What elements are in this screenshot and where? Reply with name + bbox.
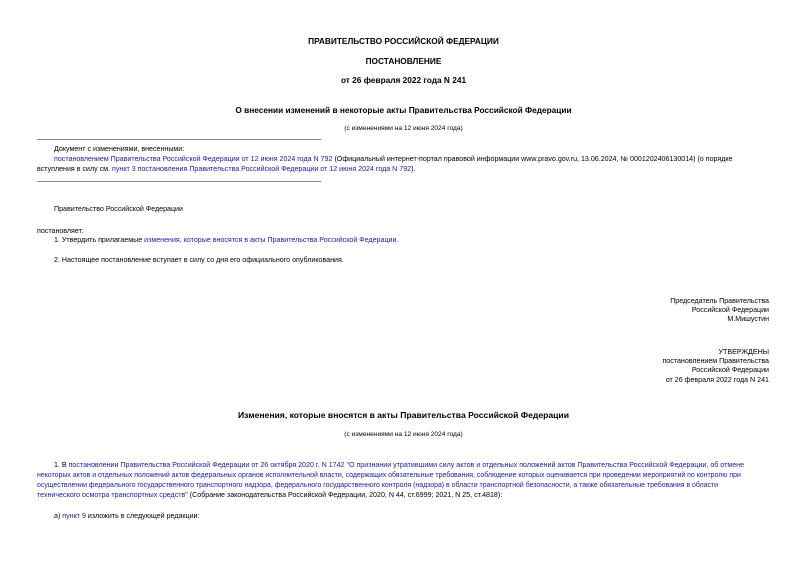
document-title: О внесении изменений в некоторые акты Правительства Российской Федерации (235, 105, 572, 115)
changes-line-1 (54, 155, 770, 164)
annex-p1-line-2[interactable]: некоторых актов и отдельных положений актов федеральных органов исполнительной власти, содержащих обязательные требования, соблюдение которых оценивается при проведении мероприятий по контролю при (37, 472, 741, 479)
changes-source-text: (Официальный интернет-портал правовой информации www.pravo.gov.ru, 13.06.2024, № 0001202406130014) (о порядке (332, 155, 733, 163)
approved-line-4: от 26 февраля 2022 года N 241 (665, 375, 769, 384)
government-heading: ПРАВИТЕЛЬСТВО РОССИЙСКОЙ ФЕДЕРАЦИИ (308, 36, 499, 46)
doc-type-heading: ПОСТАНОВЛЕНИЕ (365, 56, 442, 66)
point-9-link[interactable]: пункт 9 (62, 512, 86, 520)
date-number-heading: от 26 февраля 2022 года N 241 (340, 75, 467, 85)
item-1-prefix: 1. Утвердить прилагаемые (54, 236, 145, 244)
approved-changes-link[interactable]: изменения, которые вносятся в акты Правительства Российской Федерации (144, 236, 397, 244)
annex-p1-line-1 (54, 461, 744, 470)
signature-title: Председатель Правительства (670, 297, 769, 305)
changes-intro: Документ с изменениями, внесенными: (54, 145, 185, 153)
resolution-1742-title-end-link[interactable]: технического осмотра транспортных средств" (37, 491, 188, 499)
entry-into-force-text: вступления в силу см. (37, 165, 113, 173)
sub-item-a-prefix: а) (54, 512, 63, 520)
annex-title: Изменения, которые вносятся в акты Правительства Российской Федерации (237, 410, 569, 420)
entry-into-force-link[interactable]: пункт 3 постановления Правительства Российской Федерации от 12 июня 2024 года N 792 (112, 165, 412, 173)
signature-federation: Российской Федерации (691, 306, 769, 315)
government-name: Правительство Российской Федерации (54, 205, 183, 213)
changes-closing-text: ). (411, 165, 416, 173)
resolution-1742-title-link[interactable]: "О признании утратившими силу актов и отдельных положений актов Правительства Российской Федерации, об отмене (344, 461, 745, 469)
resolution-1742-link[interactable]: постановлении Правительства Российской Федерации от 26 октября 2020 г. N 1742 (68, 461, 345, 469)
annex-p1-line-4 (37, 491, 502, 500)
item-1 (54, 236, 398, 245)
item-2: 2. Настоящее постановление вступает в силу со дня его официального опубликования. (54, 256, 344, 264)
approved-label: УТВЕРЖДЕНЫ (718, 348, 769, 356)
signature-block (670, 297, 769, 325)
approved-line-2: постановлением Правительства (662, 357, 769, 366)
approved-line-3: Российской Федерации (691, 366, 769, 375)
top-rule (37, 139, 321, 140)
amending-resolution-link[interactable]: постановлением Правительства Российской Федерации от 12 июня 2024 года N 792 (54, 155, 333, 163)
annex-edition: (с изменениями на 12 июня 2024 года) (344, 431, 463, 438)
annex-p1-prefix: 1. В (54, 461, 69, 469)
sub-item-a-text: изложить в следующей редакции: (85, 512, 200, 520)
approved-block (662, 348, 769, 385)
item-1-suffix: . (396, 236, 399, 244)
annex-p1-line-3[interactable]: осуществлении федерального государственного транспортного надзора, федерального государственного контроля (надзора) в области транспортной безопасности, а также обязательные требования в области (37, 482, 719, 489)
annex-p1-source: (Собрание законодательства Российской Федерации, 2020, N 44, ст.6999; 2021, N 25, ст.4818): (187, 491, 503, 499)
sub-item-a (54, 512, 200, 521)
edition-note: (с изменениями на 12 июня 2024 года) (344, 125, 463, 132)
resolves-text: постановляет: (37, 227, 84, 235)
changes-line-2 (37, 165, 415, 174)
bottom-rule (37, 181, 321, 182)
signature-name: М.Мишустин (727, 315, 769, 324)
